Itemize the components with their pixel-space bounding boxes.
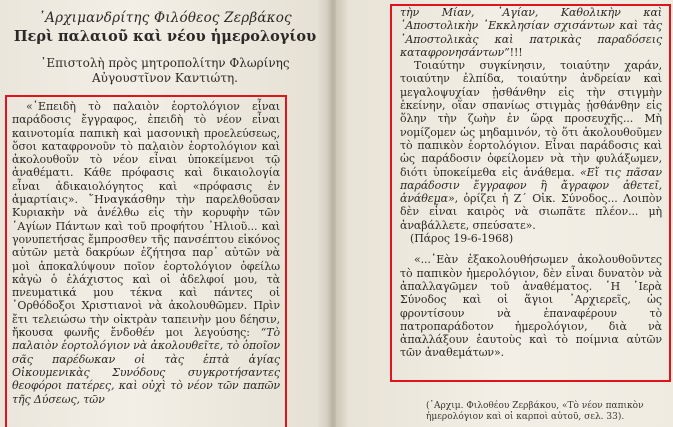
letter-text: «᾿Επειδὴ τὸ παλαιὸν ἑορτολόγιον εἶναι παράδοσις ἔγγραφος, ἐπειδὴ τὸ νέον εἶναι καινοτομία παπικὴ καὶ μασονικὴ προελεύσεως, ὅσοι καταφρονοῦν τὸ παλαιὸν ἑορτολόγιον καὶ ἀκολουθοῦν τὸ νέον εἶναι ὑποκείμενοι τῷ ἀναθέματι. Κάθε πρόφασις καὶ δικαιολογία εἶναι ἀδικαιολόγητος καὶ «πρόφασις ἐν ἁμαρτίαις». ῞Ηναγκάσθην τὴν παρελθοῦσαν Κυριακὴν νὰ ἀνέλθω εἰς τὴν κορυφὴν τῶν ῾Αγίων Πάντων καὶ τοῦ προφήτου ᾿Ηλιοῦ... καὶ γονυπετήσας ἔμπροσθεν τῆς πανσέπτου εἰκόνος αὐτῶν μετὰ δακρύων ἐζήτησα παρ᾿ αὐτῶν νὰ μοὶ ἀποκαλύψουν ποῖον ἑορτολόγιον ὀφείλω κἀγὼ ὁ ἐλάχιστος καὶ οἱ ἀδελφοί μου, τὰ πνευματικά μου τέκνα καὶ πάντες οἱ ᾿Ορθόδοξοι Χριστιανοὶ νὰ ἀκολουθῶμεν. Πρὶν ἔτι τελειώσω τὴν οἰκτρὰν ταπεινὴν μου δέησιν, ἤκουσα φωνῆς ἔνδοθέν μοι λεγούσης: (12, 100, 280, 340)
letter-date: (Πάρος 19-6-1968) (410, 232, 514, 246)
paragraph-3: «...᾿Εὰν ἐξακολουθήσωμεν ἀκολουθοῦντες τὸ παπικὸν ἡμερολόγιον, δὲν εἶναι δυνατὸν νὰ ἀπαλλαγῶμεν τοῦ ἀναθέματος. ῾Η ῾Ιερὰ Σύνοδος καὶ οἱ ἅγιοι ᾿Αρχιερεῖς, ὡς φροντίσουν νὰ ἐπαναφέρουν τὸ πατροπαράδοτον ἡμερολόγιον, διὰ νὰ ἀπαλλάξουν ἑαυτοὺς καὶ τὸ ποίμνια αὐτῶν τῶν ἀναθεμάτων». (400, 253, 662, 360)
continued-quote-tail: !!! (509, 45, 523, 59)
left-body-text (12, 100, 280, 406)
paragraph-2-text-b: , ὁρίζει ἡ Ζ΄ Οἰκ. Σύνοδος... Λοιπὸν δὲν εἶναι καιρὸς νὰ σιωπᾶτε πλέον... μὴ ἀναβάλλετε, σπεύσατε». (400, 192, 662, 232)
continued-quote (400, 6, 662, 59)
letter-quote: “Τὸ παλαιὸν ἑορτολόγιον νὰ ἀκολουθεῖτε, τὸ ὁποῖον σᾶς παρέδωκαν οἱ τὰς ἑπτὰ ἁγίας Οἰκουμενικὰς Συνόδους συγκροτήσαντες θεοφόροι πατέρες, καὶ οὐχὶ τὸ νέον τῶν παπῶν τῆς Δύσεως, τῶν (12, 326, 280, 406)
footnote: (᾿Αρχιμ. Φιλοθέου Ζερβάκου, «Τὸ νέον παπικὸν ἡμερολόγιον καὶ οἱ καρποὶ αὐτοῦ, σελ. 33). (426, 401, 644, 422)
letter-paragraph (12, 100, 280, 406)
right-body-text (400, 6, 662, 360)
paragraph-2-text-a: Τοιαύτην συγκίνησιν, τοιαύτην χαράν, τοιαύτην ἐλπίδα, τοιαύτην ἀνδρείαν καὶ μεγαλοψυχίαν ᾐσθάνθην εἰς τὴν στιγμὴν ἐκείνην, οἵαν σπανίως στιγμὰς ᾐσθάνθην εἰς ὅλην τὴν ζωὴν ἐν ὥρᾳ προσευχῆς... Μὴ νομίζομεν ὡς μηδαμινόν, τὸ ὅτι ἀκολουθοῦμεν τὸ παπικὸν ἑορτολόγιον. Εἶναι παράδοσις καὶ ὡς παράδοσιν ὀφείλομεν νὰ τὴν φυλάξωμεν, διότι ὑποκείμεθα εἰς ἀνάθεμα. (400, 59, 662, 179)
author-title: ᾿Αρχιμανδρίτης Φιλόθεος Ζερβάκος (38, 10, 292, 26)
subheading-line-1: ᾿Επιστολὴ πρὸς μητροπολίτην Φλωρίνης (40, 56, 290, 70)
right-page (336, 0, 673, 427)
left-page (0, 0, 330, 427)
canon-quote: «Εἴ τις πᾶσαν παράδοσιν ἔγγραφον ἢ ἄγραφον ἀθετεῖ, ἀνάθεμα» (400, 165, 662, 206)
paragraph-2 (400, 59, 662, 232)
letter-date-line (400, 232, 662, 245)
page-heading: Περὶ παλαιοῦ καὶ νέου ἡμερολογίου (13, 28, 317, 45)
continued-quote-italic: τὴν Μίαν, ῾Αγίαν, Καθολικὴν καὶ ᾿Αποστολικὴν ᾿Εκκλησίαν σχισάντων καὶ τὰς ᾿Αποστολικὰς καὶ πατρικὰς παραδόσεις καταφρονησάντων” (400, 6, 662, 59)
subheading-line-2: Αὐγουστῖνον Καντιώτη. (92, 71, 238, 85)
